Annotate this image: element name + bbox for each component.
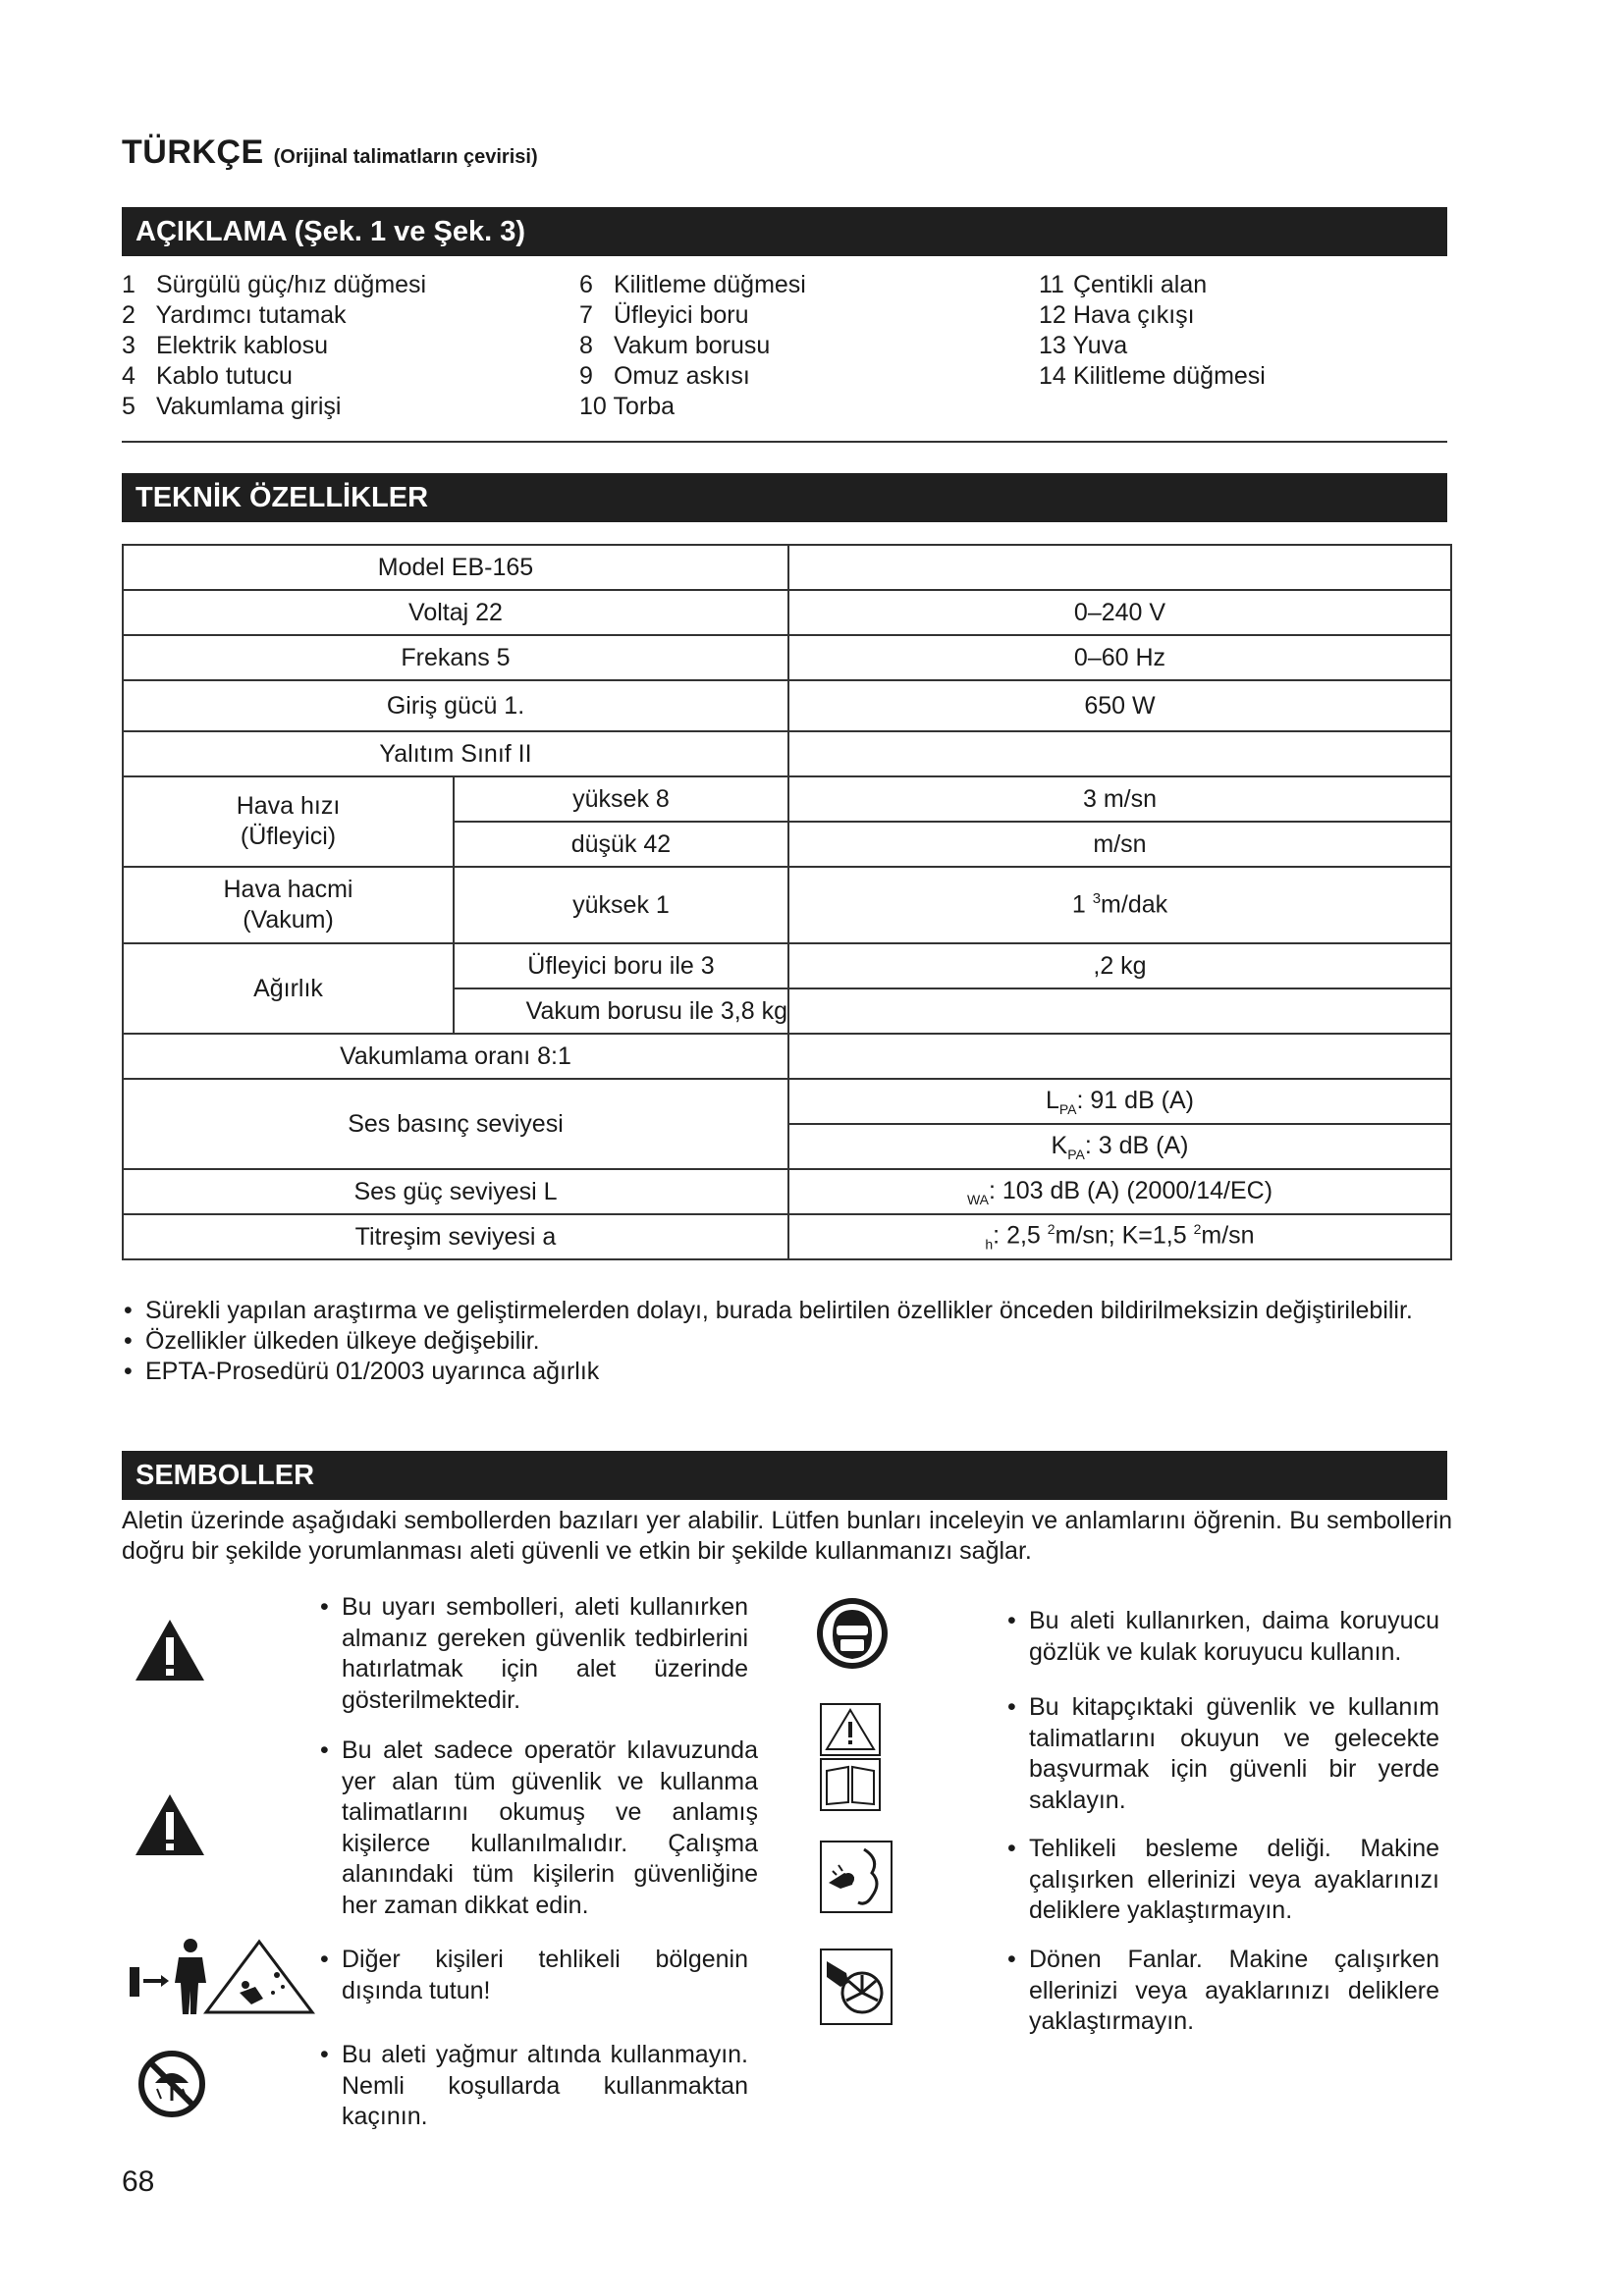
list-item: 3 Elektrik kablosu [122, 332, 329, 359]
description-column-1 [122, 270, 426, 422]
spec-airspeed-low-value: m/sn [788, 822, 1451, 867]
spec-weight-label: Ağırlık [123, 943, 454, 1034]
warning-triangle-icon [134, 1792, 206, 1857]
list-item: 8 Vakum borusu [579, 332, 771, 359]
description-column-2 [579, 270, 806, 422]
list-item: 9 Omuz askısı [579, 362, 750, 390]
spec-power-label: Giriş gücü 1. [123, 680, 788, 731]
list-item: 10 Torba [579, 393, 676, 420]
list-item: 14 Kilitleme düğmesi [1039, 362, 1266, 390]
language-title: TÜRKÇE [122, 133, 264, 171]
spec-voltage-value: 0–240 V [788, 590, 1451, 635]
symbol-desc-manual: • Bu alet sadece operatör kılavuzunda yer alan tüm güvenlik ve kullanma talimatlarını okumuş ve anlamış kişilerce kullanılmalıdır. Çalışma alanındaki tüm kişilerin güvenliğine her zaman dikkat edin. [342, 1735, 758, 1921]
spec-notes [122, 1296, 1452, 1387]
no-rain-icon [137, 2050, 206, 2118]
spec-note: • Sürekli yapılan araştırma ve geliştirmelerden dolayı, burada belirtilen özellikler önceden bildirilmeksizin değiştirilebilir. [122, 1296, 1452, 1326]
spec-airspeed-high: yüksek 8 [454, 776, 788, 822]
spec-mulch-ratio: Vakumlama oranı 8:1 [123, 1034, 788, 1079]
symbol-desc-rain: • Bu aleti yağmur altında kullanmayın. Nemli koşullarda kullanmaktan kaçının. [342, 2040, 748, 2133]
symbols-heading: SEMBOLLER [122, 1451, 1447, 1500]
language-subtitle: (Orijinal talimatların çevirisi) [273, 146, 538, 168]
spec-sound-power-label: Ses güç seviyesi L [123, 1169, 788, 1214]
list-item: 6 Kilitleme düğmesi [579, 271, 806, 298]
spec-lpa-value: $L_{PA}$: 91 dB (A) [788, 1079, 1451, 1124]
spec-insulation-value [788, 731, 1451, 776]
specs-heading: TEKNİK ÖZELLİKLER [122, 473, 1447, 522]
spec-frequency-value: 0–60 Hz [788, 635, 1451, 680]
read-manual-icon [819, 1702, 882, 1812]
spec-airvolume-value: 1 $^3$m/dak [788, 867, 1451, 943]
symbol-desc-warning: • Bu uyarı sembolleri, aleti kullanırken almanız gereken güvenlik tedbirlerini hatırlatmak için alet üzerinde gösterilmektedir. [342, 1592, 748, 1716]
symbol-desc-bystanders: • Diğer kişileri tehlikeli bölgenin dışında tutun! [342, 1945, 748, 2006]
description-column-3 [1039, 270, 1266, 392]
symbols-intro: Aletin üzerinde aşağıdaki sembollerden bazıları yer alabilir. Lütfen bunları inceleyin ve anlamlarını öğrenin. Bu sembollerin doğru bir şekilde yorumlanması aleti güvenli ve etkin bir şekilde kullanmanızı sağlar. [122, 1507, 1452, 1565]
list-item: 2 Yardımcı tutamak [122, 301, 347, 329]
symbol-desc-feed-opening: • Tehlikeli besleme deliği. Makine çalışırken ellerinizi veya ayaklarınızı deliklere yaklaştırmayın. [1029, 1834, 1439, 1927]
rotating-fan-icon [819, 1948, 893, 2026]
spec-airspeed-high-value: 3 m/sn [788, 776, 1451, 822]
spec-kpa-value: $K_{PA}$: 3 dB (A) [788, 1124, 1451, 1169]
spec-weight-vacuum-value [788, 988, 1451, 1034]
spec-note: • Özellikler ülkeden ülkeye değişebilir. [122, 1326, 1452, 1357]
spec-lwa-value: $_{WA}$: 103 dB (A) (2000/14/EC) [788, 1169, 1451, 1214]
list-item: 4 Kablo tutucu [122, 362, 293, 390]
spec-weight-blower: Üfleyici boru ile 3 [454, 943, 788, 988]
spec-vibration-value: $_h$: 2,5 $^2$m/sn; K=1,5 $^2$m/sn [788, 1214, 1451, 1259]
list-item: 7 Üfleyici boru [579, 301, 749, 329]
list-item: 13 Yuva [1039, 332, 1128, 359]
spec-weight-blower-value: ,2 kg [788, 943, 1451, 988]
spec-weight-vacuum: Vakum borusu ile 3,8 kg [454, 988, 788, 1034]
warning-triangle-icon [134, 1618, 206, 1682]
list-item: 5 Vakumlama girişi [122, 393, 342, 420]
spec-sound-pressure-label: Ses basınç seviyesi [123, 1079, 788, 1169]
spec-airvolume-label: Hava hacmi (Vakum) [123, 867, 454, 943]
list-item: 11 Çentikli alan [1039, 271, 1208, 298]
section-divider [122, 441, 1447, 443]
spec-vibration-label: Titreşim seviyesi a [123, 1214, 788, 1259]
spec-model-value [788, 545, 1451, 590]
wear-eye-ear-protection-icon [815, 1596, 890, 1671]
spec-airspeed-low: düşük 42 [454, 822, 788, 867]
specs-table [122, 544, 1452, 1260]
symbol-desc-read-manual: • Bu kitapçıktaki güvenlik ve kullanım talimatlarını okuyun ve gelecekte başvurmak için güvenli bir yerde saklayın. [1029, 1692, 1439, 1816]
dangerous-feed-opening-icon [819, 1840, 893, 1914]
spec-power-value: 650 W [788, 680, 1451, 731]
spec-note: • EPTA-Prosedürü 01/2003 uyarınca ağırlık [122, 1357, 1452, 1387]
list-item: 1 Sürgülü güç/hız düğmesi [122, 271, 427, 298]
page-number: 68 [122, 2165, 155, 2198]
spec-airvolume-high: yüksek 1 [454, 867, 788, 943]
description-heading: AÇIKLAMA (Şek. 1 ve Şek. 3) [122, 207, 1447, 256]
page-title [122, 133, 538, 172]
spec-frequency-label: Frekans 5 [123, 635, 788, 680]
symbol-desc-rotating-fan: • Dönen Fanlar. Makine çalışırken ellerinizi veya ayaklarınızı deliklere yaklaştırmayın. [1029, 1945, 1439, 2038]
symbol-desc-protection: • Bu aleti kullanırken, daima koruyucu gözlük ve kulak koruyucu kullanın. [1029, 1606, 1439, 1668]
spec-insulation: Yalıtım Sınıf II [123, 731, 788, 776]
keep-bystanders-away-icon [126, 1936, 318, 2016]
list-item: 12 Hava çıkışı [1039, 301, 1195, 329]
spec-voltage-label: Voltaj 22 [123, 590, 788, 635]
spec-mulch-ratio-value [788, 1034, 1451, 1079]
spec-airspeed-label: Hava hızı (Üfleyici) [123, 776, 454, 867]
spec-model: Model EB-165 [123, 545, 788, 590]
